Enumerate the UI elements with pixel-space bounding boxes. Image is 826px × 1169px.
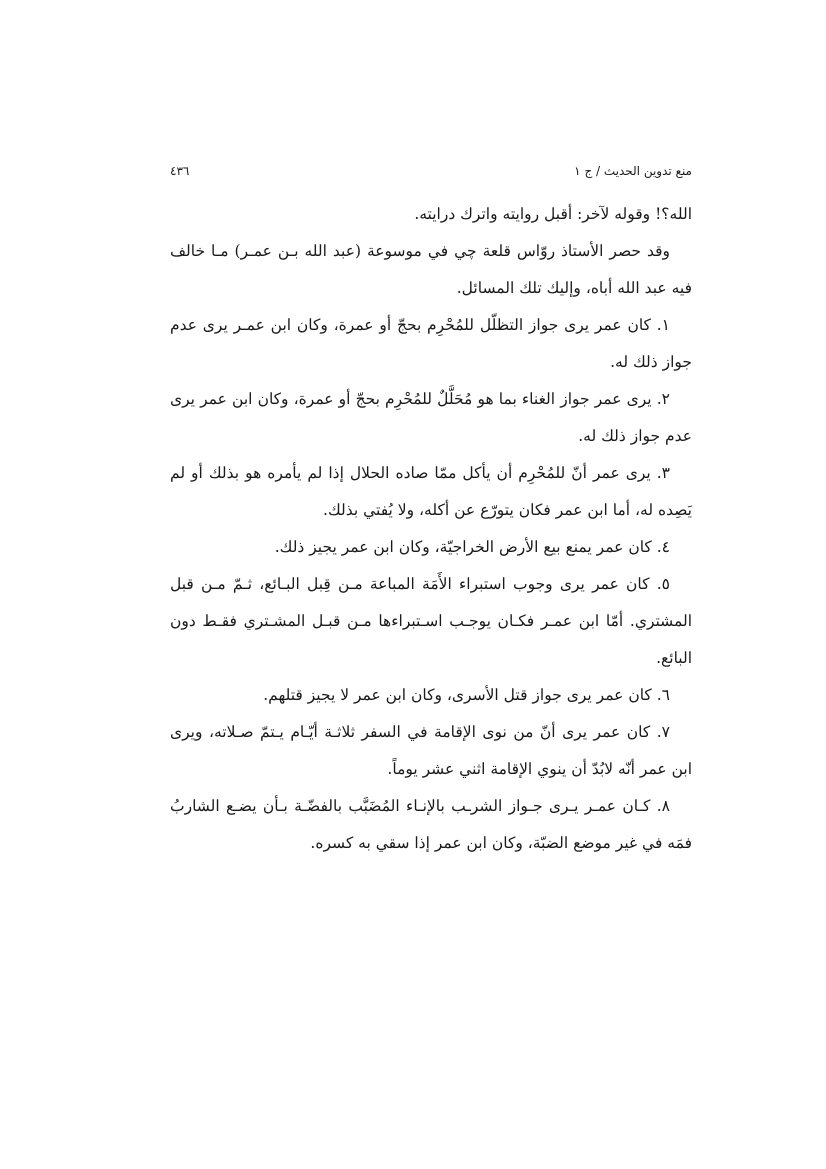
- paragraph-continuation: الله؟! وقوله لآخر: أقبل روايته واترك درايته.: [414, 205, 692, 223]
- body-text: [170, 196, 692, 862]
- running-head: [170, 160, 692, 182]
- list-item-2: ٢. يرى عمر جواز الغناء بما هو مُحَلَّلٌ للمُحْرِم بحجّ أو عمرة، وكان ابن عمر يرى عدم جواز ذلك له.: [170, 390, 692, 445]
- list-item-8: ٨. كـان عمـر يـرى جـواز الشرـب بالإنـاء المُضَبَّب بالفضّـة بـأن يضـع الشاربُ فمَه في غير موضع الضبّة، وكان ابن عمر إذا سقي به كسره.: [170, 797, 692, 852]
- list-item-6: ٦. كان عمر يرى جواز قتل الأسرى، وكان ابن عمر لا يجيز قتلهم.: [263, 686, 670, 704]
- running-title: منع تدوين الحديث / ج ١: [574, 164, 692, 178]
- list-item-1: ١. كان عمر يرى جواز التظلّل للمُحْرِم بحجّ أو عمرة، وكان ابن عمـر يرى عدم جواز ذلك له.: [170, 316, 692, 371]
- paragraph-intro: وقد حصر الأستاذ روّاس قلعة چي في موسوعة (عبد الله بـن عمـر) مـا خالف فيه عبد الله أباه، وإليك تلك المسائل.: [170, 242, 692, 297]
- list-item-4: ٤. كان عمر يمنع بيع الأرض الخراجيّة، وكان ابن عمر يجيز ذلك.: [274, 538, 670, 556]
- page-number: ٤٣٦: [170, 164, 190, 178]
- list-item-3: ٣. يرى عمر أنّ للمُحْرِم أن يأكل ممّا صاده الحلال إذا لم يأمره هو بذلك أو لم يَصِده له، أما ابن عمر فكان يتورّع عن أكله، ولا يُفتي بذلك.: [170, 464, 692, 519]
- list-item-7: ٧. كان عمر يرى أنّ من نوى الإقامة في السفر ثلاثـة أيّـام يـتمّ صـلاته، ويرى ابن عمر أنّه لابُدّ أن ينوي الإقامة اثني عشر يوماً.: [170, 723, 692, 778]
- book-page: [170, 160, 692, 862]
- list-item-5: ٥. كان عمر يرى وجوب استبراء الأَمَة المباعة مـن قِبل البـائع، ثـمّ مـن قبل المشتري. أمّا ابن عمـر فكـان يوجـب اسـتبراءها مـن قبـل المشـتري فقـط دون البائع.: [170, 575, 692, 667]
